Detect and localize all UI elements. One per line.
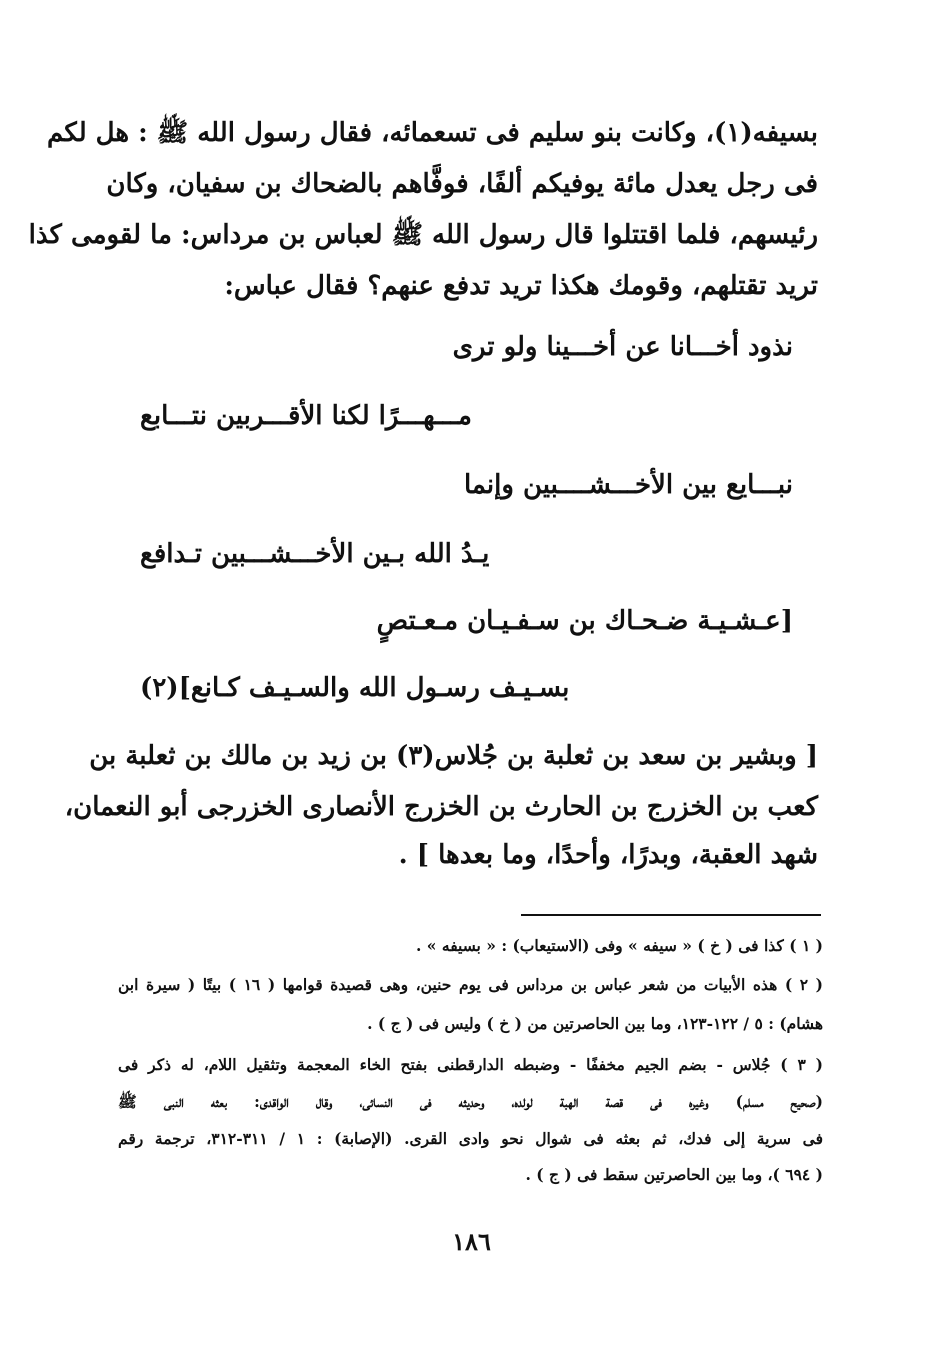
footnote-line: هشام) : ٥ / ١٢٢-١٢٣، وما بين الحاصرتين من ( خ ) وليس فى ( ج ) . xyxy=(367,1014,823,1033)
page-number: ١٨٦ xyxy=(452,1227,491,1256)
body-line: فى رجل يعدل مائة يوفيكم ألفًا، فوفَّاهم بالضحاك بن سفيان، وكان xyxy=(106,169,818,199)
footnote-line: فى سرية إلى فدك، ثم بعثه فى شوال نحو وادى القرى. (الإصابة) : ١ / ٣١١-٣١٢، ترجمة رقم xyxy=(118,1129,823,1148)
poem-verse: بسـيـف رسـول الله والسـيـف كـانع](٢) xyxy=(140,673,570,703)
poem-verse: مـــهـــرًا لكنا الأقـــربين نتـــابع xyxy=(140,401,472,431)
poem-verse: يـدُ الله بـين الأخـــشـــبين تـدافع xyxy=(140,539,490,569)
footnote-line: ( ٣ ) جُلاس - بضم الجيم مخففًا - وضبطه الدارقطنى بفتح الخاء المعجمة وتثقيل اللام، له ذكر فى xyxy=(118,1055,823,1074)
poem-verse: [عـشـيـة ضـحـاك بن سـفـيـان مـعـتصٍ xyxy=(376,606,793,636)
footnote-separator xyxy=(521,914,821,916)
poem-verse: نبـــايع بين الأخـــشــــبين وإنما xyxy=(463,470,793,500)
poem-verse: نذود أخـــانا عن أخـــينا ولو ترى xyxy=(452,332,793,362)
footnote-line: ( ١ ) كذا فى ( خ ) « سيفه » وفى (الاستيعاب) : « بسيفه » . xyxy=(416,936,823,955)
footnote-line: ( ٦٩٤ )، وما بين الحاصرتين سقط فى ( ج ) . xyxy=(525,1165,823,1184)
body-line: كعب بن الخزرج بن الحارث بن الخزرج الأنصارى الخزرجى أبو النعمان، xyxy=(64,792,818,822)
footnote-line: (صحيح مسلم) وغيره فى قصة الهبة لولده، وحديثه فى النسائى، وقال الواقدى: بعثه النبى ﷺ xyxy=(118,1092,823,1111)
body-line: بسيفه(١)، وكانت بنو سليم فى تسعمائه، فقال رسول الله ﷺ : هل لكم xyxy=(47,118,818,148)
body-line: تريد تقتلهم، وقومك هكذا تريد تدفع عنهم؟ فقال عباس: xyxy=(224,271,818,301)
body-line: [ وبشير بن سعد بن ثعلبة بن جُلاس(٣) بن زيد بن مالك بن ثعلبة بن xyxy=(89,741,818,771)
body-line: شهد العقبة، وبدرًا، وأحدًا، وما بعدها ] . xyxy=(398,840,818,870)
body-line: رئيسهم، فلما اقتتلوا قال رسول الله ﷺ لعباس بن مرداس: ما لقومى كذا xyxy=(28,220,818,250)
footnote-line: ( ٢ ) هذه الأبيات من شعر عباس بن مرداس فى يوم حنين، وهى قصيدة قوامها ( ١٦ ) بيتًا ( سيرة ابن xyxy=(118,975,824,994)
